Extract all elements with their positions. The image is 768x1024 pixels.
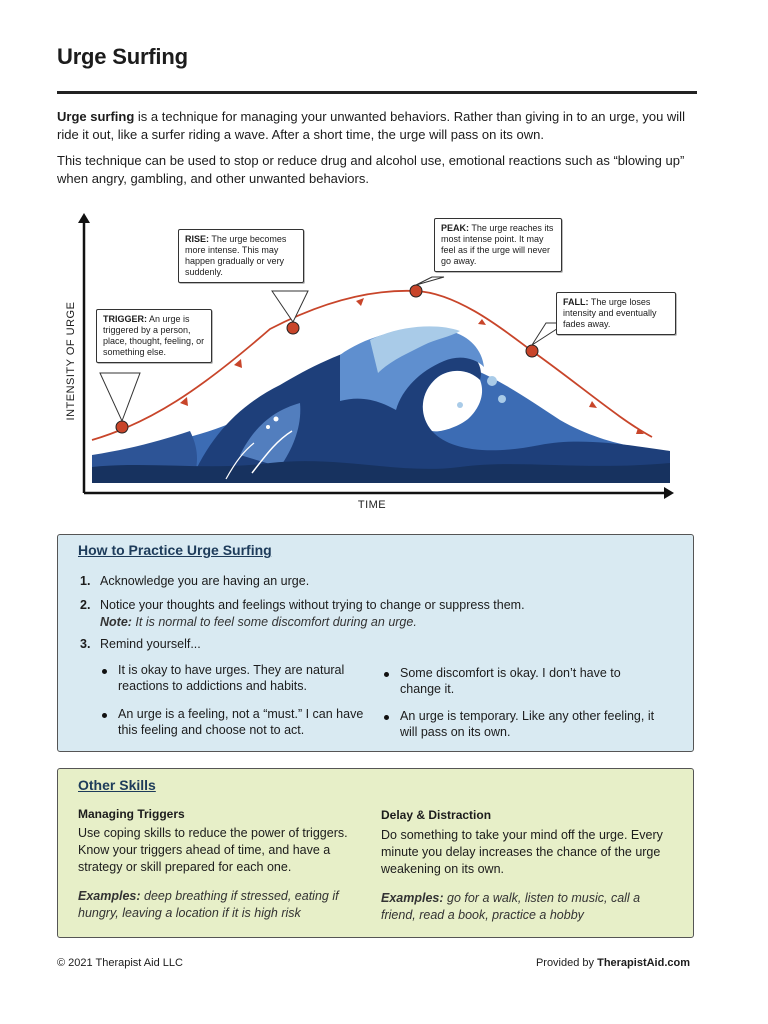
note-label: Note: <box>100 615 132 629</box>
peak-pointer <box>416 277 444 285</box>
stage-name: TRIGGER: <box>103 314 147 324</box>
step-number: 2. <box>80 598 91 612</box>
provided-prefix: Provided by <box>535 957 598 969</box>
practice-step <box>80 573 309 590</box>
delay-distraction-body: Do something to take your mind off the urge. Every minute you delay increases the chance of the urge weakening on its own. <box>381 828 663 876</box>
provided-by <box>536 957 690 969</box>
fall-point <box>526 345 538 357</box>
stage-name: FALL: <box>563 297 589 307</box>
practice-heading: How to Practice Urge Surfing <box>78 542 272 558</box>
peak-callout <box>434 218 562 272</box>
reminder-bullet <box>400 665 660 697</box>
delay-distraction-examples <box>381 890 677 924</box>
practice-step <box>80 636 201 653</box>
trigger-pointer <box>100 373 140 421</box>
trigger-callout <box>96 309 212 363</box>
reminder-bullet <box>118 706 378 738</box>
stage-name: RISE: <box>185 234 210 244</box>
provided-brand: TherapistAid.com <box>597 957 690 969</box>
examples-label: Examples: <box>78 889 141 903</box>
y-axis-label: INTENSITY OF URGE <box>65 301 77 421</box>
stage-description: The urge loses intensity and eventually fades away. <box>563 297 657 329</box>
other-skills-box <box>57 768 694 938</box>
stage-description: The urge reaches its most intense point. It may feel as if the urge will never go away. <box>441 223 554 266</box>
rise-callout <box>178 229 304 283</box>
reminder-bullet <box>400 708 660 740</box>
rise-point <box>287 322 299 334</box>
reminder-text: It is okay to have urges. They are natural reactions to addictions and habits. <box>118 663 345 693</box>
step-text: Remind yourself... <box>100 637 201 651</box>
title-divider <box>57 91 697 94</box>
managing-triggers-examples <box>78 888 374 922</box>
reminder-text: Some discomfort is okay. I don’t have to change it. <box>400 666 621 696</box>
practice-step <box>80 597 670 631</box>
page-title: Urge Surfing <box>57 44 188 69</box>
step-note <box>80 614 670 631</box>
copyright: © 2021 Therapist Aid LLC <box>57 957 183 969</box>
practice-box <box>57 534 694 752</box>
managing-triggers-body: Use coping skills to reduce the power of triggers. Know your triggers ahead of time, and have a strategy or skill prepared for each one. <box>78 826 348 874</box>
intro-paragraph <box>57 108 701 144</box>
reminder-bullet <box>118 662 378 694</box>
stage-description: An urge is triggered by a person, place, thought, feeling, or something else. <box>103 314 205 357</box>
examples-text: go for a walk, listen to music, call a friend, read a book, practice a hobby <box>381 891 641 922</box>
other-skills-heading: Other Skills <box>78 777 156 793</box>
examples-text: deep breathing if stressed, eating if hungry, leaving a location if it is high risk <box>78 889 339 920</box>
stage-description: The urge becomes more intense. This may happen gradually or very suddenly. <box>185 234 287 277</box>
step-number: 3. <box>80 637 91 651</box>
stage-name: PEAK: <box>441 223 470 233</box>
fall-callout <box>556 292 676 335</box>
step-number: 1. <box>80 574 91 588</box>
step-text: Notice your thoughts and feelings without trying to change or suppress them. <box>100 598 525 612</box>
trigger-point <box>116 421 128 433</box>
peak-point <box>410 285 422 297</box>
step-text: Acknowledge you are having an urge. <box>100 574 310 588</box>
managing-triggers-title: Managing Triggers <box>78 807 185 821</box>
intro-paragraph-2: This technique can be used to stop or reduce drug and alcohol use, emotional reactions such as “blowing up” when angry, gambling, and other unwanted behaviors. <box>57 153 685 186</box>
rise-pointer <box>272 291 308 322</box>
intro-term: Urge surfing <box>57 109 135 124</box>
reminder-text: An urge is temporary. Like any other feeling, it will pass on its own. <box>400 709 655 739</box>
intro-text: is a technique for managing your unwanted behaviors. Rather than giving in to an urge, you will ride it out, like a surfer riding a wave. After a short time, the urge will pass on its own. <box>57 109 685 142</box>
x-axis-label: TIME <box>357 499 387 511</box>
examples-label: Examples: <box>381 891 444 905</box>
reminder-text: An urge is a feeling, not a “must.” I can have this feeling and choose not to act. <box>118 707 364 737</box>
delay-distraction-title: Delay & Distraction <box>381 808 492 822</box>
note-text: It is normal to feel some discomfort during an urge. <box>131 615 417 629</box>
